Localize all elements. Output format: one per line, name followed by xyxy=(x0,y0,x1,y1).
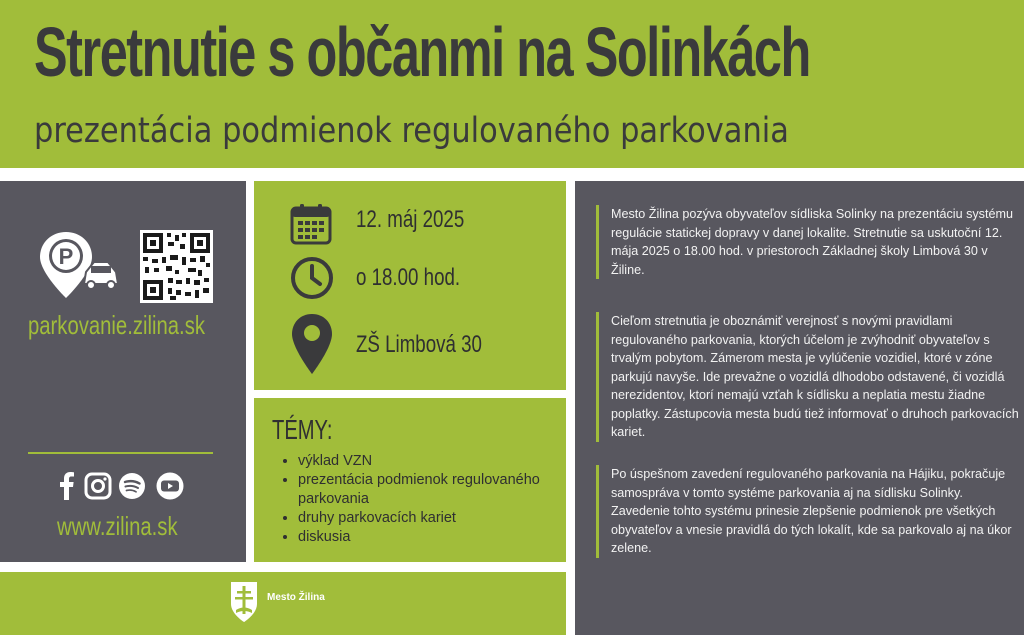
description-paragraph-goal: Cieľom stretnutia je oboznámiť verejnosť s novými pravidlami regulovaného parkovania, ktorých účelom je zvýhodniť obyvateľov s trvalým pobytom. Zámerom mesta je vylúčenie vozidiel, ktoré v zóne parkujú navyše. Ide prevažne o vozidlá dlhodobo odstavené, či vozidlá nerezidentov, ktorí nemajú vzťah k sídlisku a neplatia mestu žiadne poplatky. Zástupcovia mesta budú tiež informovať o druhoch parkovacích kariet. xyxy=(596,312,1023,442)
clock-icon xyxy=(290,256,334,300)
city-coat-of-arms-logo xyxy=(229,580,259,624)
calendar-icon xyxy=(290,203,332,245)
list-item: • druhy parkovacích kariet xyxy=(298,509,558,528)
city-website-link[interactable]: www.zilina.sk xyxy=(57,511,178,541)
event-date: 12. máj 2025 xyxy=(356,206,465,233)
footer-band xyxy=(0,572,566,635)
page-title: Stretnutie s občanmi na Solinkách xyxy=(34,13,810,91)
left-panel-divider xyxy=(28,452,213,454)
list-item: • diskusia xyxy=(298,528,558,547)
page-subtitle: prezentácia podmienok regulovaného parkovania xyxy=(34,111,789,151)
topics-heading: TÉMY: xyxy=(272,414,333,445)
parking-location-icon xyxy=(36,228,120,302)
facebook-icon[interactable] xyxy=(60,472,74,500)
event-time: o 18.00 hod. xyxy=(356,264,461,291)
list-item: • prezentácia podmienok regulovaného parkovania xyxy=(298,471,558,509)
city-name-label: Mesto Žilina xyxy=(267,592,325,603)
event-place: ZŠ Limbová 30 xyxy=(356,331,482,358)
instagram-icon[interactable] xyxy=(84,472,112,500)
description-paragraph-continuation: Po úspešnom zavedení regulovaného parkovania na Hájiku, pokračuje samospráva v tomto systéme parkovania aj na sídlisku Solinky. Zavedenie tohto systému prinesie zlepšenie podmienok pre všetkých obyvateľov a vnesie pravidlá do tých lokalít, kde sa parkovalo aj na úkor zelene. xyxy=(596,465,1023,558)
qr-code-icon[interactable] xyxy=(140,230,213,303)
spotify-icon[interactable] xyxy=(118,472,146,500)
parking-website-link[interactable]: parkovanie.zilina.sk xyxy=(28,310,205,340)
list-item: • výklad VZN xyxy=(298,452,558,471)
parking-letter: P xyxy=(58,244,74,269)
description-paragraph-invitation: Mesto Žilina pozýva obyvateľov sídliska Solinky na prezentáciu systému regulácie statickej dopravy v danej lokalite. Stretnutie sa uskutoční 12. mája 2025 o 18.00 hod. v priestoroch Základnej školy Limbová 30 v Žiline. xyxy=(596,205,1023,279)
location-pin-icon xyxy=(290,312,334,376)
youtube-icon[interactable] xyxy=(154,472,186,500)
topics-list xyxy=(278,452,558,547)
